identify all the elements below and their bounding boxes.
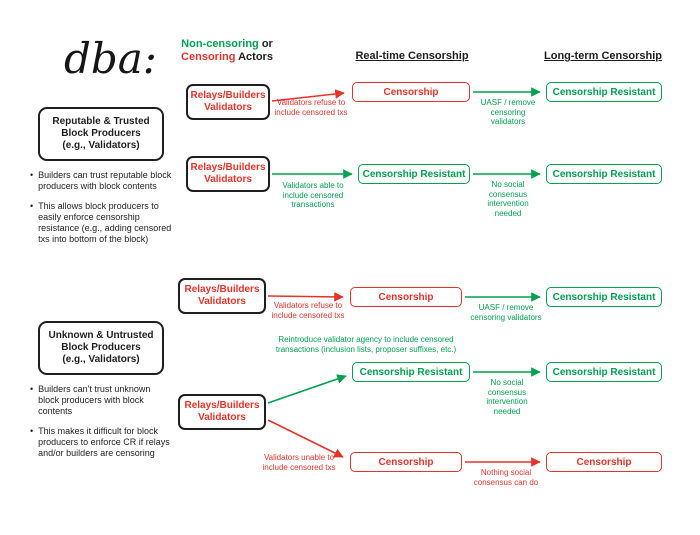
bullet-marker: •: [30, 170, 34, 180]
outcome-box-censorship-resistant: Censorship Resistant: [546, 287, 662, 307]
producer-untrusted-line3: (e.g., Validators): [62, 354, 140, 365]
actor-line1: Relays/Builders: [190, 162, 266, 173]
actor-box-untrusted-branch: [178, 394, 266, 430]
bullet-marker: •: [30, 426, 34, 436]
edge-label-untrusted-row1-refuse: Validators refuse to include censored txs: [271, 301, 345, 320]
producer-trusted-line1: Reputable & Trusted: [52, 116, 150, 127]
bullet-text: Builders can trust reputable block producers with block contents: [38, 170, 172, 191]
producer-box-untrusted: [38, 321, 164, 375]
edge-label-untrusted-unable: Validators unable to include censored txs: [262, 453, 336, 472]
outcome-box-censorship: Censorship: [350, 452, 462, 472]
actor-line1: Relays/Builders: [184, 284, 260, 295]
actor-line2: Validators: [198, 412, 246, 423]
censoring-label: Censoring: [181, 51, 236, 63]
edge-label-trusted-row2-able: Validators able to include censored transactions: [282, 181, 344, 209]
actor-box-trusted-row1: [186, 84, 270, 120]
outcome-box-censorship: Censorship: [546, 452, 662, 472]
producer-untrusted-line2: Block Producers: [61, 342, 141, 353]
bullet-item: [30, 170, 172, 192]
actors-header-line1: [162, 38, 292, 51]
arrow-untrusted-branch-bad: [268, 420, 343, 457]
edge-label-trusted-row2-nosocial: No social consensus intervention needed: [487, 180, 529, 218]
outcome-box-censorship-resistant: Censorship Resistant: [358, 164, 470, 184]
outcome-box-censorship-resistant: Censorship Resistant: [546, 362, 662, 382]
producer-trusted-line2: Block Producers: [61, 128, 141, 139]
actor-line2: Validators: [204, 174, 252, 185]
untrusted-notes-list: [30, 384, 172, 468]
actor-box-trusted-row2: [186, 156, 270, 192]
producer-untrusted-line1: Unknown & Untrusted: [48, 330, 154, 341]
bullet-marker: •: [30, 201, 34, 211]
actor-line2: Validators: [204, 102, 252, 113]
bullet-item: [30, 426, 172, 459]
actors-column-header: [162, 38, 292, 64]
edge-label-untrusted-row1-uasf: UASF / remove censoring validators: [470, 303, 542, 322]
producer-trusted-line3: (e.g., Validators): [62, 140, 140, 151]
dba-logo: dba:: [64, 34, 157, 83]
bullet-item: [30, 384, 172, 417]
longterm-censorship-header: Long-term Censorship: [544, 50, 662, 62]
producer-box-trusted: [38, 107, 164, 161]
noncensoring-label: Non-censoring: [181, 38, 259, 50]
actors-header-line2: [162, 51, 292, 64]
edge-label-untrusted-good-nosocial: No social consensus intervention needed: [486, 378, 528, 416]
outcome-box-censorship: Censorship: [352, 82, 470, 102]
outcome-box-censorship-resistant: Censorship Resistant: [352, 362, 470, 382]
trusted-notes-list: [30, 170, 172, 254]
outcome-box-censorship-resistant: Censorship Resistant: [546, 164, 662, 184]
actor-line2: Validators: [198, 296, 246, 307]
actors-label: Actors: [235, 51, 273, 63]
realtime-censorship-header: Real-time Censorship: [355, 50, 469, 62]
outcome-box-censorship-resistant: Censorship Resistant: [546, 82, 662, 102]
or-label: or: [258, 38, 273, 50]
bullet-item: [30, 201, 172, 245]
actor-box-untrusted-row1: [178, 278, 266, 314]
bullet-text: This allows block producers to easily enforce censorship resistance (e.g., adding censored txs into bottom of the block): [38, 201, 172, 244]
bullet-marker: •: [30, 384, 34, 394]
edge-label-trusted-row1-uasf: UASF / remove censoring validators: [480, 98, 536, 126]
arrow-untrusted-row1-refuse: [268, 296, 343, 297]
edge-label-trusted-row1-refuse: Validators refuse to include censored txs: [274, 98, 348, 117]
arrow-untrusted-branch-good: [268, 376, 346, 403]
bullet-text: This makes it difficult for block producers to enforce CR if relays and/or builders are censoring: [38, 426, 170, 458]
bullet-text: Builders can't trust unknown block producers with block contents: [38, 384, 151, 416]
actor-line1: Relays/Builders: [190, 90, 266, 101]
edge-label-untrusted-nothing: Nothing social consensus can do: [473, 468, 539, 487]
edge-label-untrusted-reintroduce: Reintroduce validator agency to include censored transactions (inclusion lists, proposer suffixes, etc.): [275, 335, 457, 354]
outcome-box-censorship: Censorship: [350, 287, 462, 307]
actor-line1: Relays/Builders: [184, 400, 260, 411]
